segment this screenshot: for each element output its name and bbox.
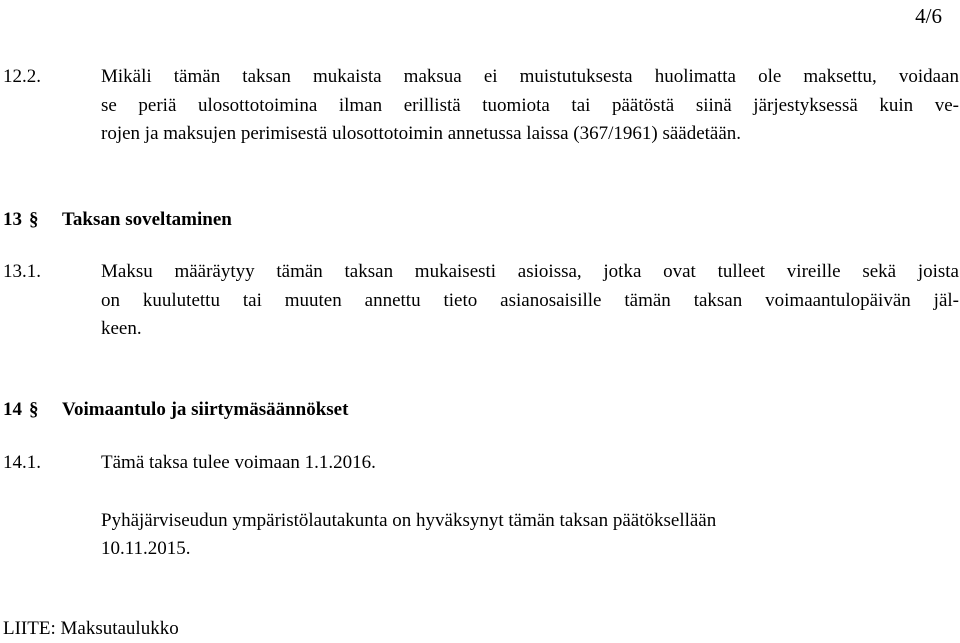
section-number: 14: [3, 399, 22, 420]
paragraph-line: Tämä taksa tulee voimaan 1.1.2016.: [101, 452, 376, 473]
paragraph-number: 14.1.: [3, 452, 41, 473]
paragraph-line: keen.: [101, 318, 142, 339]
paragraph-text: [101, 449, 959, 478]
section-number: 13: [3, 209, 22, 230]
section-title: Taksan soveltaminen: [62, 209, 232, 230]
approval-line-1: Pyhäjärviseudun ympäristölautakunta on hyväksynyt tämän taksan päätöksellään: [101, 510, 717, 531]
approval-line-2: 10.11.2015.: [101, 538, 191, 559]
section-sign: §: [29, 399, 39, 420]
paragraph-text: [101, 258, 959, 344]
paragraph-number: 12.2.: [3, 66, 41, 87]
page-number: 4/6: [915, 4, 942, 28]
paragraph-line: Mikäli tämän taksan mukaista maksua ei muistutuksesta huolimatta ole maksettu, voidaan: [101, 66, 959, 87]
paragraph-line: se periä ulosottotoimina ilman erillistä tuomiota tai päätöstä siinä järjestyksessä kuin ve-: [101, 94, 959, 116]
paragraph-text: [101, 63, 959, 149]
paragraph-line: on kuulutettu tai muuten annettu tieto asianosaisille tämän taksan voimaantulopäivän jäl-: [101, 289, 959, 311]
paragraph-line: rojen ja maksujen perimisestä ulosottotoimin annetussa laissa (367/1961) säädetään.: [101, 123, 742, 144]
section-sign: §: [29, 209, 39, 230]
attachment-note: LIITE: Maksutaulukko: [3, 618, 179, 639]
paragraph-number: 13.1.: [3, 261, 41, 282]
section-title: Voimaantulo ja siirtymäsäännökset: [62, 399, 349, 420]
section-heading-13: [3, 206, 232, 234]
section-heading-14: [3, 396, 348, 424]
paragraph-line: Maksu määräytyy tämän taksan mukaisesti asioissa, jotka ovat tulleet vireille sekä joista: [101, 261, 959, 282]
